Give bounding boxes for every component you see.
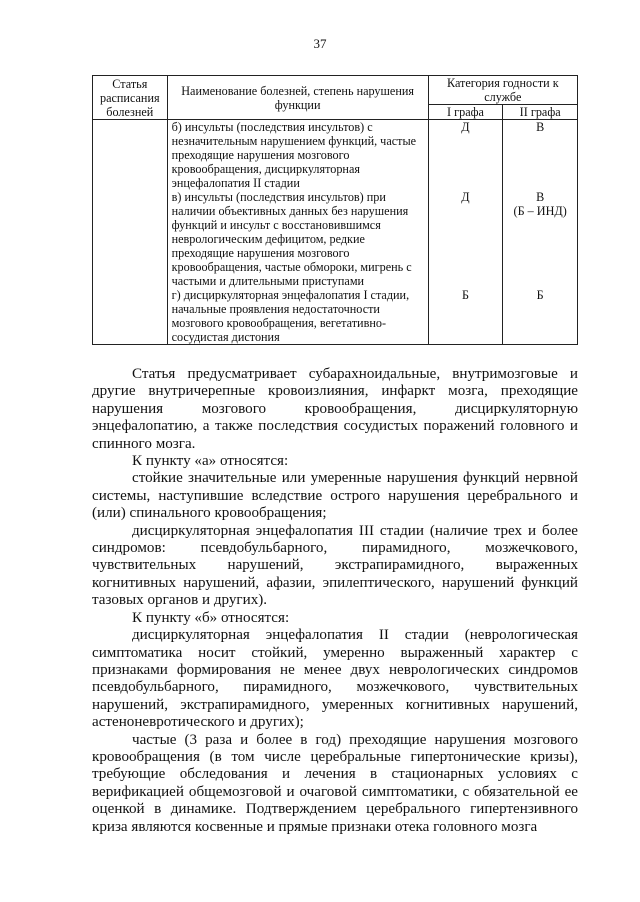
paragraph: Статья предусматривает субарахноидальные, внутримозговые и другие внутричерепные кровоизлияния, инфаркт мозга, преходящие нарушения мозгового кровообращения, дисциркуляторную энцефалопатию, а также последствия сосудистых поражений головного и спинного мозга. xyxy=(92,366,578,452)
header-disease-name: Наименование болезней, степень нарушения функции xyxy=(167,76,428,120)
category-value: В xyxy=(536,190,545,204)
category-value: Д xyxy=(461,120,470,134)
category-value: Д xyxy=(461,190,470,204)
article-cell xyxy=(93,120,168,345)
disease-item-b: б) инсульты (последствия инсультов) с незначительным нарушением функций, частые преходящие нарушения мозгового кровообращения, дисциркуляторная энцефалопатия II стадии xyxy=(171,120,417,190)
disease-item-g: г) дисциркуляторная энцефалопатия I стадии, начальные проявления недостаточности мозгового кровообращения, вегетативно-сосудистая дистония xyxy=(171,288,410,344)
category-extra-value: (Б – ИНД) xyxy=(513,204,567,218)
category-value: В xyxy=(536,120,545,134)
header-category: Категория годности к службе xyxy=(428,76,577,105)
article-description xyxy=(92,366,578,836)
paragraph: К пункту «б» относятся: xyxy=(132,609,290,626)
disease-item-v: в) инсульты (последствия инсультов) при наличии объективных данных без нарушения функций и инсульт с восстановившимся неврологическим дефицитом, редкие преходящие нарушения мозгового кровообращения, частые обмороки, мигрень с частыми и длительными приступами xyxy=(171,190,412,288)
header-article: Статья расписания болезней xyxy=(93,76,168,120)
category-value: Б xyxy=(536,288,544,302)
paragraph: стойкие значительные или умеренные нарушения функций нервной системы, наступившие вследствие острого нарушения церебрального и (или) спинального кровообращения; xyxy=(92,470,578,522)
paragraph: дисциркуляторная энцефалопатия II стадии (неврологическая симптоматика носит стойкий, умеренно выраженный характер с признаками формирования не менее двух неврологических синдромов псевдобульбарного, пирамидного, мозжечкового, чувствительных нарушений, экстрапирамидного, умеренных когнитивных нарушений, астеноневротического и других); xyxy=(92,627,578,731)
page-number: 37 xyxy=(313,36,327,51)
category-value: Б xyxy=(461,288,469,302)
disease-schedule-table xyxy=(92,75,578,345)
header-graph-2: II графа xyxy=(503,105,578,120)
graph-1-cell xyxy=(428,120,503,345)
graph-2-cell xyxy=(503,120,578,345)
paragraph: К пункту «а» относятся: xyxy=(132,453,289,470)
table-row xyxy=(93,120,578,345)
category-block xyxy=(507,190,573,288)
header-graph-1: I графа xyxy=(428,105,503,120)
paragraph: дисциркуляторная энцефалопатия III стадии (наличие трех и более синдромов: псевдобульбарного, пирамидного, мозжечкового, чувствительных нарушений, экстрапирамидного, выраженных когнитивных нарушений, афазии, эпилептического, нарушений функций тазовых органов и других). xyxy=(92,522,578,609)
paragraph: частые (3 раза и более в год) преходящие нарушения мозгового кровообращения (в том числе церебральные гипертонические кризы), требующие обследования и лечения в стационарных условиях с верификацией общемозговой и очаговой симптоматики, с обязательной ее оценкой в динамике. Подтверждением церебрального гипертензивного криза являются косвенные и прямые признаки отека головного мозга xyxy=(92,731,578,835)
disease-name-cell xyxy=(167,120,428,345)
